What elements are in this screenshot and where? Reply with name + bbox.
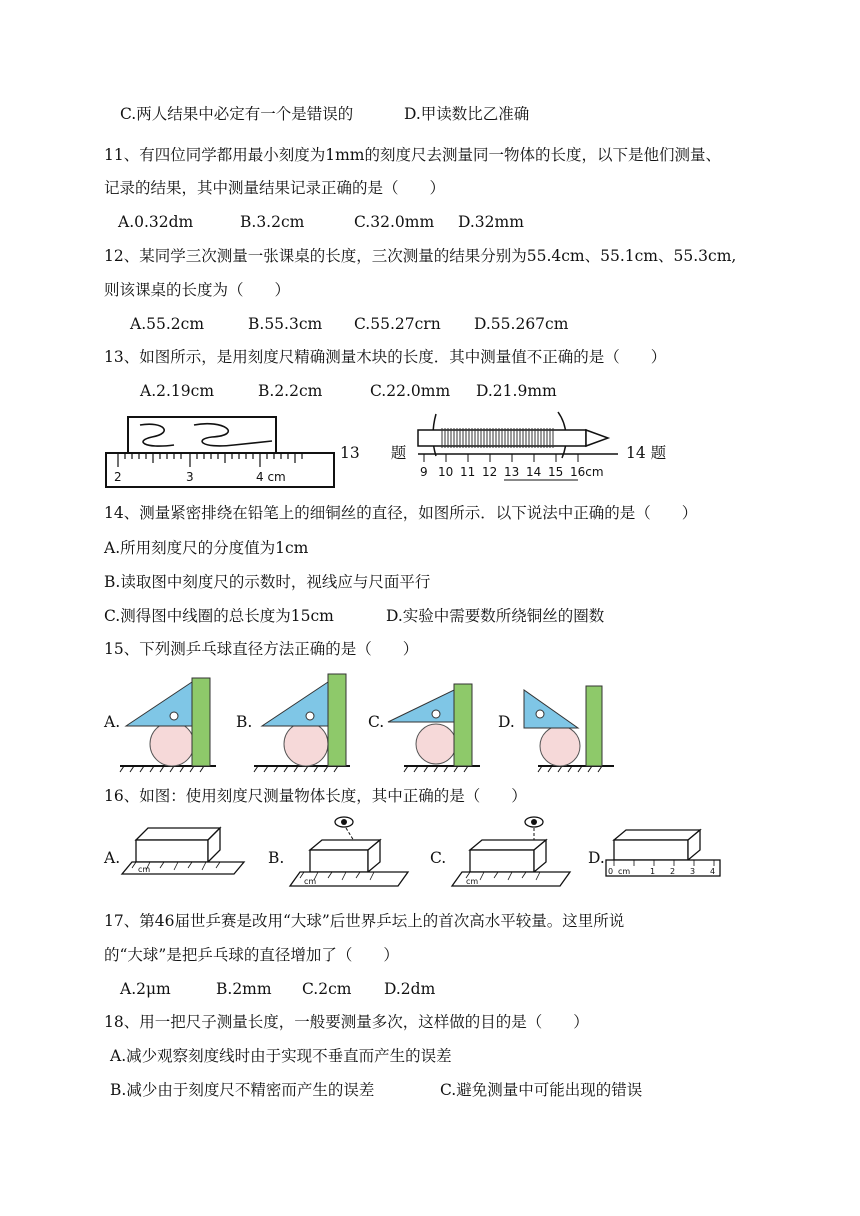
q17-question: 17、第46届世乒赛是改用“大球”后世界乒坛上的首次高水平较量。这里所说 xyxy=(104,912,625,930)
q16-figure-c xyxy=(446,812,576,896)
q12-question: 12、某同学三次测量一张课桌的长度，三次测量的结果分别为55.4cm、55.1cm、55.3cm, xyxy=(104,247,737,265)
q15-figure-b xyxy=(254,672,354,772)
q17-option-c: C.2cm xyxy=(302,980,352,998)
q12-option-d: D.55.267cm xyxy=(474,315,569,333)
fig14-tick-15: 15 xyxy=(548,465,564,479)
q11-question-cont: 记录的结果，其中测量结果记录正确的是（ ） xyxy=(104,179,446,197)
q15-figure-a xyxy=(120,676,220,772)
fig14-tick-12: 12 xyxy=(482,465,498,479)
fig14-tick-13: 13 xyxy=(504,465,520,479)
fig16d-unit: cm xyxy=(618,867,631,876)
q16-figure-a xyxy=(120,826,250,886)
q14-option-a: A.所用刻度尺的分度值为1cm xyxy=(104,539,309,557)
q16-figure-d xyxy=(604,826,728,886)
q16-label-b: B. xyxy=(268,849,285,867)
q11-question: 11、有四位同学都用最小刻度为1mm的刻度尺去测量同一物体的长度，以下是他们测量、 xyxy=(104,146,721,164)
q14-option-d: D.实验中需要数所绕铜丝的圈数 xyxy=(386,607,605,625)
q16-figure-b xyxy=(284,812,414,896)
q11-option-d: D.32mm xyxy=(458,213,524,231)
fig14-tick-16: 16cm xyxy=(570,465,604,479)
fig16a-unit: cm xyxy=(138,865,151,874)
fig14-tick-9: 9 xyxy=(420,465,428,479)
fig13-tick-3: 3 xyxy=(186,470,194,484)
q15-label-b: B. xyxy=(236,713,253,731)
q12-option-a: A.55.2cm xyxy=(130,315,205,333)
q11-option-a: A.0.32dm xyxy=(118,213,194,231)
fig16b-unit: cm xyxy=(304,877,317,886)
q14-question: 14、测量紧密排绕在铅笔上的细铜丝的直径，如图所示．以下说法中正确的是（ ） xyxy=(104,504,698,522)
fig16d-tick-2: 2 xyxy=(670,867,676,876)
q15-label-a: A. xyxy=(104,713,121,731)
q14-option-b: B.读取图中刻度尺的示数时，视线应与尺面平行 xyxy=(104,573,431,591)
fig16d-tick-1: 1 xyxy=(650,867,656,876)
figure-14-caption: 14 题 xyxy=(626,444,667,462)
fig13-tick-4: 4 cm xyxy=(256,470,286,484)
fig14-tick-10: 10 xyxy=(438,465,454,479)
figure-13-caption: 13 题 xyxy=(340,444,407,462)
q13-option-c: C.22.0mm xyxy=(370,382,451,400)
q11-option-c: C.32.0mm xyxy=(354,213,435,231)
q11-option-b: B.3.2cm xyxy=(240,213,305,231)
q10-option-d: D.甲读数比乙准确 xyxy=(404,105,530,123)
q16-question: 16、如图：使用刻度尺测量物体长度，其中正确的是（ ） xyxy=(104,787,527,805)
fig16d-tick-3: 3 xyxy=(690,867,696,876)
fig16d-tick-4: 4 xyxy=(710,867,716,876)
q17-option-d: D.2dm xyxy=(384,980,436,998)
q18-option-b: B.减少由于刻度尺不精密而产生的误差 xyxy=(110,1081,375,1099)
q18-option-a: A.减少观察刻度线时由于实现不垂直而产生的误差 xyxy=(110,1047,452,1065)
fig13-tick-2: 2 xyxy=(114,470,122,484)
q17-option-b: B.2mm xyxy=(216,980,272,998)
q13-question: 13、如图所示，是用刻度尺精确测量木块的长度．其中测量值不正确的是（ ） xyxy=(104,348,667,366)
fig16d-tick-0: 0 xyxy=(608,867,614,876)
q12-option-c: C.55.27crn xyxy=(354,315,441,333)
q16-label-c: C. xyxy=(430,849,447,867)
q18-question: 18、用一把尺子测量长度，一般要测量多次，这样做的目的是（ ） xyxy=(104,1013,589,1031)
fig14-tick-11: 11 xyxy=(460,465,476,479)
q16-label-d: D. xyxy=(588,849,605,867)
q15-question: 15、下列测乒乓球直径方法正确的是（ ） xyxy=(104,640,419,658)
q12-option-b: B.55.3cm xyxy=(248,315,323,333)
figure-14-pencil-coil xyxy=(418,408,618,482)
q16-label-a: A. xyxy=(104,849,121,867)
q15-figure-d xyxy=(518,684,618,772)
q13-option-a: A.2.19cm xyxy=(140,382,215,400)
q12-question-cont: 则该课桌的长度为（ ） xyxy=(104,281,291,299)
fig16c-unit: cm xyxy=(466,877,479,886)
q13-option-d: D.21.9mm xyxy=(476,382,557,400)
q13-option-b: B.2.2cm xyxy=(258,382,323,400)
q15-label-c: C. xyxy=(368,713,385,731)
q18-option-c: C.避免测量中可能出现的错误 xyxy=(440,1081,643,1099)
q17-option-a: A.2μm xyxy=(120,980,171,998)
q17-question-cont: 的“大球”是把乒乓球的直径增加了（ ） xyxy=(104,946,399,964)
q15-figure-c xyxy=(384,682,484,772)
figure-13-ruler-block xyxy=(104,415,340,491)
q15-label-d: D. xyxy=(498,713,515,731)
fig14-tick-14: 14 xyxy=(526,465,542,479)
q10-option-c: C.两人结果中必定有一个是错误的 xyxy=(120,105,354,123)
q14-option-c: C.测得图中线圈的总长度为15cm xyxy=(104,607,334,625)
